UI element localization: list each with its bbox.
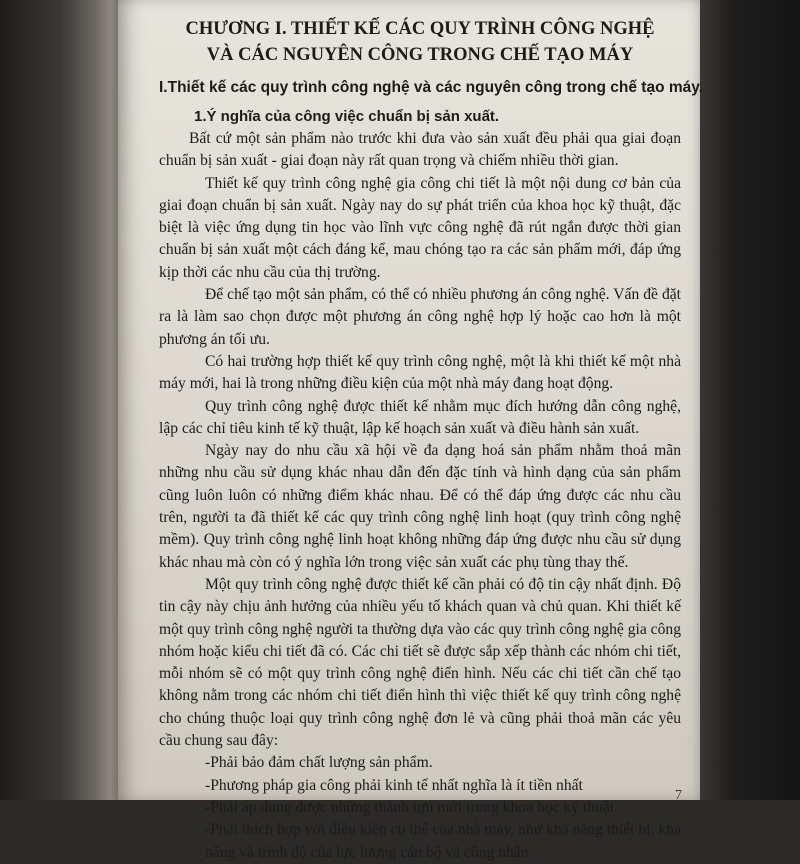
paragraph-7: Một quy trình công nghệ được thiết kế cần phải có độ tin cậy nhất định. Độ tin cậy này chịu ảnh hưởng của nhiều yếu tố khách quan và chủ quan. Khi thiết kế một quy trình công nghệ người ta thường dựa vào các quy trình công nghệ gia công nhóm hoặc kiểu chi tiết đã có. Các chi tiết sẽ được sắp xếp thành các nhóm chi tiết, mỗi nhóm sẽ có một quy trình công nghệ điển hình. Nếu các chi tiết cần chế tạo không nằm trong các nhóm chi tiết điển hình thì việc thiết kế quy trình công nghệ cho chúng thuộc loại quy trình công nghệ đơn lẻ và cũng phải thoả mãn các yêu cầu chung sau đây:: [159, 575, 681, 750]
page-number: 7: [675, 788, 682, 803]
section-heading: I.Thiết kế các quy trình công nghệ và các nguyên công trong chế tạo máy.: [159, 79, 704, 96]
paragraph-2: Thiết kế quy trình công nghệ gia công chi tiết là một nội dung cơ bản của giai đoạn chuẩn bị sản xuất. Ngày nay do sự phát triển của khoa học kỹ thuật, đặc biệt là việc ứng dụng tin học vào lĩnh vực công nghệ đã rút ngắn được thời gian chuẩn bị sản xuất một cách đáng kể, mau chóng tạo ra các sản phẩm mới, đáp ứng kịp thời các nhu cầu của thị trường.: [159, 174, 681, 281]
paragraph-3: Để chế tạo một sản phẩm, có thể có nhiều phương án công nghệ. Vấn đề đặt ra là làm sao chọn được một phương án công nghệ hợp lý hoặc cao hơn là một phương án tối ưu.: [159, 286, 681, 348]
chapter-title: [159, 16, 681, 68]
subsection-heading: 1.Ý nghĩa của công việc chuẩn bị sản xuất.: [194, 108, 500, 125]
book-page: [118, 0, 704, 861]
paragraph-6: Ngày nay do nhu cầu xã hội về đa dạng hoá sản phẩm nhằm thoả mãn những nhu cầu sử dụng khác nhau dẫn đến đặc tính và hình dạng của sản phẩm cũng luôn luôn có những điểm khác nhau. Để có thể đáp ứng được các nhu cầu trên, người ta đã thiết kế các quy trình công nghệ linh hoạt (quy trình công nghệ mềm). Quy trình công nghệ linh hoạt không những đáp ứng được nhu cầu sử dụng khác nhau mà còn có ý nghĩa lớn trong việc sản xuất các phụ tùng thay thế.: [159, 442, 681, 571]
chapter-title-line-1: CHƯƠNG I. THIẾT KẾ CÁC QUY TRÌNH CÔNG NGHỆ: [185, 19, 655, 39]
background-edge: [695, 0, 800, 800]
paragraph-1: Bất cứ một sản phẩm nào trước khi đưa vào sản xuất đều phải qua giai đoạn chuẩn bị sản xuất - giai đoạn này rất quan trọng và chiếm nhiều thời gian.: [159, 130, 681, 170]
page-content: [159, 16, 704, 864]
requirements-list: [159, 752, 681, 863]
requirement-item: -Phải áp dụng được những thành tựu mới trong khoa học kỹ thuật.: [205, 798, 619, 816]
paragraph-5: Quy trình công nghệ được thiết kế nhằm mục đích hướng dẫn công nghệ, lập các chỉ tiêu kinh tế kỹ thuật, lập kế hoạch sản xuất và điều hành sản xuất.: [159, 397, 681, 437]
paragraph-4: Có hai trường hợp thiết kế quy trình công nghệ, một là khi thiết kế một nhà máy mới, hai là trong những điều kiện của một nhà máy đang hoạt động.: [159, 352, 681, 393]
chapter-title-line-2: VÀ CÁC NGUYÊN CÔNG TRONG CHẾ TẠO MÁY: [206, 45, 634, 65]
requirement-item: -Phải bảo đảm chất lượng sản phẩm.: [205, 754, 433, 772]
requirement-item: -Phải thích hợp với điều kiện cụ thể của nhà máy, như khả năng thiết bị, khả năng và trình độ của lực lượng cán bộ và công nhân.: [205, 821, 681, 861]
requirement-item: -Phương pháp gia công phải kinh tế nhất nghĩa là ít tiền nhất: [205, 776, 583, 794]
